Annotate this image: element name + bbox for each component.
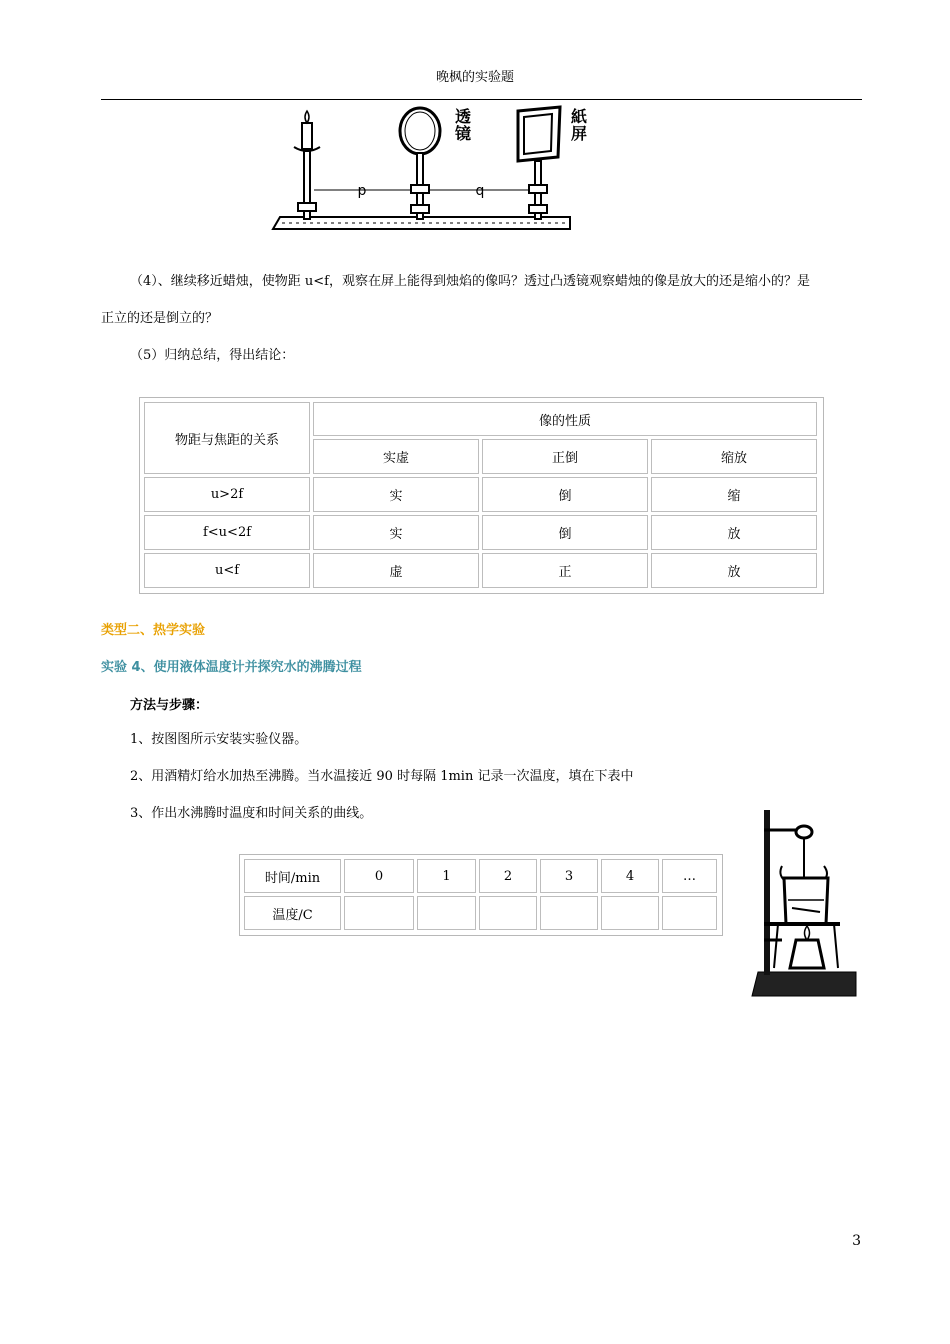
temperature-row-label: 温度/C — [244, 896, 341, 930]
subheader-size: 缩放 — [651, 439, 817, 474]
time-cell: 2 — [479, 859, 537, 893]
page-header-title: 晚枫的实验题 — [435, 70, 514, 85]
table-cell: 缩 — [651, 477, 817, 512]
temperature-cell — [540, 896, 598, 930]
table-cell: u<f — [144, 553, 310, 588]
table-cell: 虚 — [313, 553, 479, 588]
step-3: 3、作出水沸腾时温度和时间关系的曲线。 — [130, 806, 373, 821]
subheader-real: 实虚 — [313, 439, 479, 474]
step-1: 1、按图图所示安装实验仪器。 — [130, 732, 308, 747]
label-q: q — [475, 183, 485, 199]
page-number: 3 — [852, 1233, 861, 1249]
convex-lens-apparatus-figure — [270, 105, 580, 235]
temperature-cell — [479, 896, 537, 930]
experiment-title: 实验 4、使用液体温度计并探究水的沸腾过程 — [101, 660, 362, 675]
section-type-title: 类型二、热学实验 — [101, 623, 206, 638]
table-cell: 放 — [651, 553, 817, 588]
table-cell: f<u<2f — [144, 515, 310, 550]
table-cell: 实 — [313, 477, 479, 512]
image-nature-table — [139, 397, 824, 594]
question-4-line-1: （4）、继续移近蜡烛，使物距 u<f，观察在屏上能得到烛焰的像吗？透过凸透镜观察蜡烛的像是放大的还是缩小的？是 — [130, 274, 810, 289]
time-cell: 0 — [344, 859, 414, 893]
table-cell: 倒 — [482, 515, 648, 550]
time-cell: 3 — [540, 859, 598, 893]
method-title: 方法与步骤： — [130, 698, 209, 713]
label-screen: 紙屏 — [571, 107, 588, 143]
question-5: （5）归纳总结，得出结论： — [130, 348, 295, 363]
header-divider — [101, 99, 862, 100]
time-cell: … — [662, 859, 717, 893]
time-cell: 4 — [601, 859, 659, 893]
temperature-cell — [344, 896, 414, 930]
label-lens: 透镜 — [455, 107, 472, 143]
temperature-cell — [601, 896, 659, 930]
time-cell: 1 — [417, 859, 476, 893]
nature-header: 像的性质 — [313, 402, 817, 436]
table-cell: 正 — [482, 553, 648, 588]
boiling-apparatus-figure — [748, 800, 860, 1000]
table-cell: 倒 — [482, 477, 648, 512]
label-p: p — [357, 183, 367, 199]
relation-header: 物距与焦距的关系 — [144, 402, 310, 474]
table-cell: 放 — [651, 515, 817, 550]
subheader-orientation: 正倒 — [482, 439, 648, 474]
time-row-label: 时间/min — [244, 859, 341, 893]
temperature-table — [239, 854, 723, 936]
step-2: 2、用酒精灯给水加热至沸腾。当水温接近 90 时每隔 1min 记录一次温度，填在下表中 — [130, 769, 634, 784]
temperature-cell — [662, 896, 717, 930]
question-4-line-2: 正立的还是倒立的？ — [101, 311, 219, 326]
table-cell: 实 — [313, 515, 479, 550]
temperature-cell — [417, 896, 476, 930]
table-cell: u>2f — [144, 477, 310, 512]
